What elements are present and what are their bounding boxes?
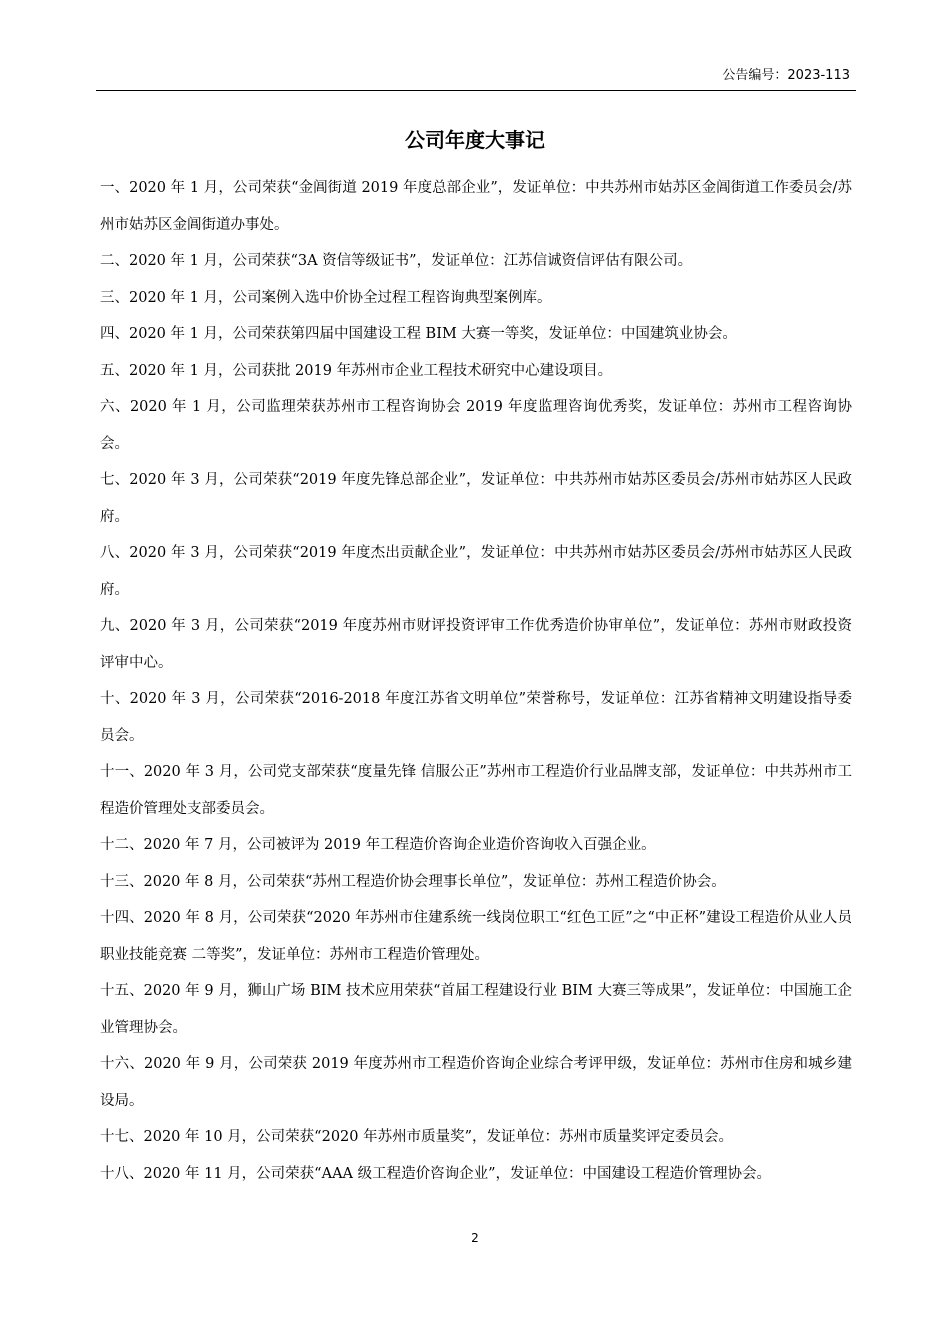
milestone-item: 十二、2020 年 7 月，公司被评为 2019 年工程造价咨询企业造价咨询收入百强企业。	[100, 837, 656, 853]
milestone-item: 十三、2020 年 8 月，公司荣获“苏州工程造价协会理事长单位”，发证单位：苏州工程造价协会。	[100, 873, 726, 890]
milestone-item: 四、2020 年 1 月，公司荣获第四届中国建设工程 BIM 大赛一等奖，发证单位：中国建筑业协会。	[100, 326, 737, 342]
document-title: 公司年度大事记	[405, 128, 545, 152]
milestone-item: 十、2020 年 3 月，公司荣获“2016-2018 年度江苏省文明单位”荣誉称号，发证单位：江苏省精神文明建设指导委员会。	[100, 691, 852, 744]
milestone-item: 十四、2020 年 8 月，公司荣获“2020 年苏州市住建系统一线岗位职工“红色工匠”之“中正杯”建设工程造价从业人员职业技能竞赛 二等奖”，发证单位：苏州市工程造价管理处。	[100, 910, 852, 963]
milestone-item: 十七、2020 年 10 月，公司荣获“2020 年苏州市质量奖”，发证单位：苏州市质量奖评定委员会。	[100, 1129, 734, 1145]
notice-number: 公告编号：2023-113	[722, 68, 850, 83]
page-number: 2	[471, 1231, 479, 1245]
milestone-list	[100, 170, 852, 1192]
milestone-item: 一、2020 年 1 月，公司荣获“金阊街道 2019 年度总部企业”，发证单位：中共苏州市姑苏区金阊街道工作委员会/苏州市姑苏区金阊街道办事处。	[100, 180, 852, 233]
milestone-item: 六、2020 年 1 月，公司监理荣获苏州市工程咨询协会 2019 年度监理咨询优秀奖，发证单位：苏州市工程咨询协会。	[100, 399, 852, 452]
milestone-item: 二、2020 年 1 月，公司荣获“3A 资信等级证书”，发证单位：江苏信诚资信评估有限公司。	[100, 253, 693, 269]
milestone-item: 八、2020 年 3 月，公司荣获“2019 年度杰出贡献企业”，发证单位：中共苏州市姑苏区委员会/苏州市姑苏区人民政府。	[100, 545, 852, 598]
milestone-item: 十一、2020 年 3 月，公司党支部荣获“度量先锋 信服公正”苏州市工程造价行业品牌支部，发证单位：中共苏州市工程造价管理处支部委员会。	[100, 764, 852, 817]
page-header	[96, 60, 856, 91]
milestone-item: 七、2020 年 3 月，公司荣获“2019 年度先锋总部企业”，发证单位：中共苏州市姑苏区委员会/苏州市姑苏区人民政府。	[100, 472, 852, 525]
milestone-item: 十五、2020 年 9 月，狮山广场 BIM 技术应用荣获“首届工程建设行业 BIM 大赛三等成果”，发证单位：中国施工企业管理协会。	[100, 983, 852, 1036]
milestone-item: 五、2020 年 1 月，公司获批 2019 年苏州市企业工程技术研究中心建设项目。	[100, 362, 613, 379]
milestone-item: 三、2020 年 1 月，公司案例入选中价协全过程工程咨询典型案例库。	[100, 289, 552, 306]
milestone-item: 十八、2020 年 11 月，公司荣获“AAA 级工程造价咨询企业”，发证单位：中国建设工程造价管理协会。	[100, 1165, 772, 1182]
milestone-item: 十六、2020 年 9 月，公司荣获 2019 年度苏州市工程造价咨询企业综合考评甲级，发证单位：苏州市住房和城乡建设局。	[100, 1056, 852, 1109]
milestone-item: 九、2020 年 3 月，公司荣获“2019 年度苏州市财评投资评审工作优秀造价协审单位”，发证单位：苏州市财政投资评审中心。	[100, 618, 852, 671]
